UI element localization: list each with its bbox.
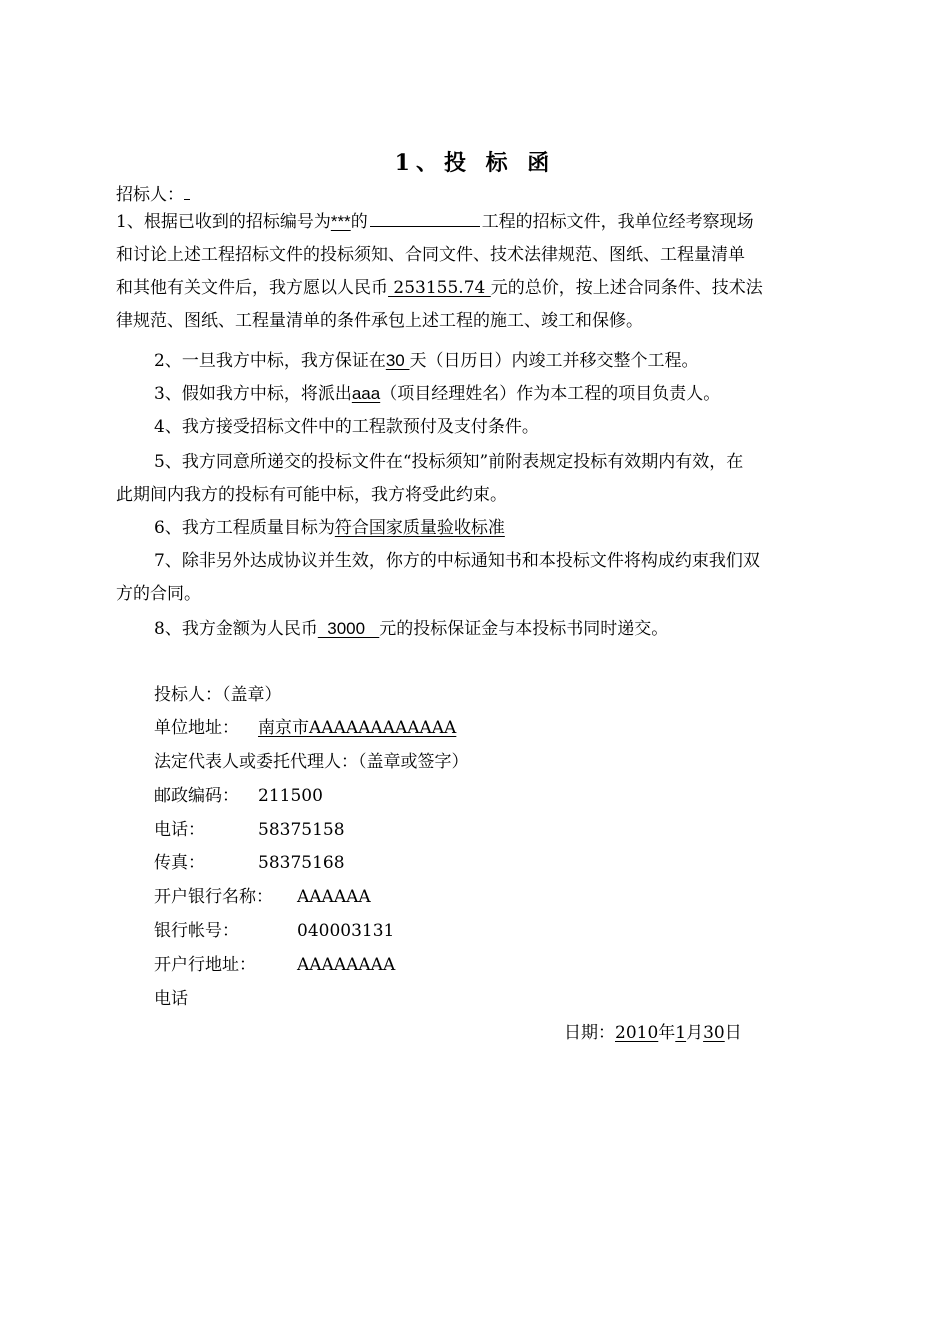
phone-row <box>154 815 345 840</box>
account-value: 040003131 <box>297 921 395 941</box>
bank-row <box>154 882 371 907</box>
representative-label: 法定代表人或委托代理人：（盖章或签字） <box>154 752 469 772</box>
address-label: 单位地址： <box>154 718 239 738</box>
recipient-line <box>116 180 190 205</box>
paragraph-8: 8、我方金额为人民币 3000 元的投标保证金与本投标书同时递交。 <box>154 619 669 639</box>
bidder-name-label: 投标人：（盖章） <box>154 685 282 705</box>
address-row <box>154 713 456 738</box>
recipient-blank <box>184 187 190 200</box>
paragraph-1-line-3: 和其他有关文件后，我方愿以人民币 253155.74 元的总价，按上述合同条件、技术法 <box>116 278 763 298</box>
quality-goal: 符合国家质量验收标准 <box>334 518 505 538</box>
bank-address-row <box>154 950 395 975</box>
date-day: 30 <box>703 1023 725 1043</box>
bank-address-label: 开户行地址： <box>154 955 256 975</box>
postcode-row <box>154 781 323 806</box>
fax-row <box>154 848 345 873</box>
address-value: 南京市AAAAAAAAAAAA <box>258 718 457 738</box>
tender-code: *** <box>330 212 351 231</box>
paragraph-5-line-1: 5、我方同意所递交的投标文件在“投标须知”前附表规定投标有效期内有效，在 <box>154 452 744 472</box>
bank-label: 开户银行名称： <box>154 887 273 907</box>
paragraph-2: 2、一旦我方中标，我方保证在30 天（日历日）内竣工并移交整个工程。 <box>154 351 699 371</box>
document-title: 1、投 标 函 <box>394 150 556 176</box>
paragraph-3: 3、假如我方中标，将派出aaa（项目经理姓名）作为本工程的项目负责人。 <box>154 384 721 404</box>
date-line: 日期：2010年1月30日 <box>564 1023 742 1043</box>
fax-value: 58375168 <box>258 853 345 873</box>
bid-bond-amount: 3000 <box>317 619 380 638</box>
paragraph-4: 4、我方接受招标文件中的工程款预付及支付条件。 <box>154 417 539 437</box>
date-month: 1 <box>675 1023 687 1043</box>
paragraph-1-line-2: 和讨论上述工程招标文件的投标须知、合同文件、技术法律规范、图纸、工程量清单 <box>116 245 745 265</box>
project-manager-name: aaa <box>351 384 381 403</box>
fax-label: 传真： <box>154 853 205 873</box>
phone2-label: 电话 <box>154 989 188 1009</box>
postcode-label: 邮政编码： <box>154 786 239 806</box>
phone-label: 电话： <box>154 820 205 840</box>
account-label: 银行帐号： <box>154 921 239 941</box>
paragraph-7-line-1: 7、除非另外达成协议并生效，你方的中标通知书和本投标文件将构成约束我们双 <box>154 551 760 571</box>
completion-days: 30 <box>385 351 410 370</box>
postcode-value: 211500 <box>258 786 323 806</box>
recipient-label: 招标人： <box>116 185 184 205</box>
paragraph-1-line-4: 律规范、图纸、工程量清单的条件承包上述工程的施工、竣工和保修。 <box>116 311 643 331</box>
bank-value: AAAAAA <box>297 887 371 907</box>
bank-address-value: AAAAAAAA <box>297 955 396 975</box>
bid-total-amount: 253155.74 <box>388 278 491 298</box>
project-name-blank <box>370 212 480 227</box>
phone-value: 58375158 <box>258 820 345 840</box>
date-label: 日期： <box>564 1023 615 1043</box>
paragraph-5-line-2: 此期间内我方的投标有可能中标，我方将受此约束。 <box>116 485 507 505</box>
paragraph-7-line-2: 方的合同。 <box>116 584 201 604</box>
date-year: 2010 <box>615 1023 659 1043</box>
paragraph-6: 6、我方工程质量目标为符合国家质量验收标准 <box>154 518 505 538</box>
paragraph-1-line-1: 1、根据已收到的招标编号为***的 工程的招标文件，我单位经考察现场 <box>116 212 754 232</box>
account-row <box>154 916 394 941</box>
